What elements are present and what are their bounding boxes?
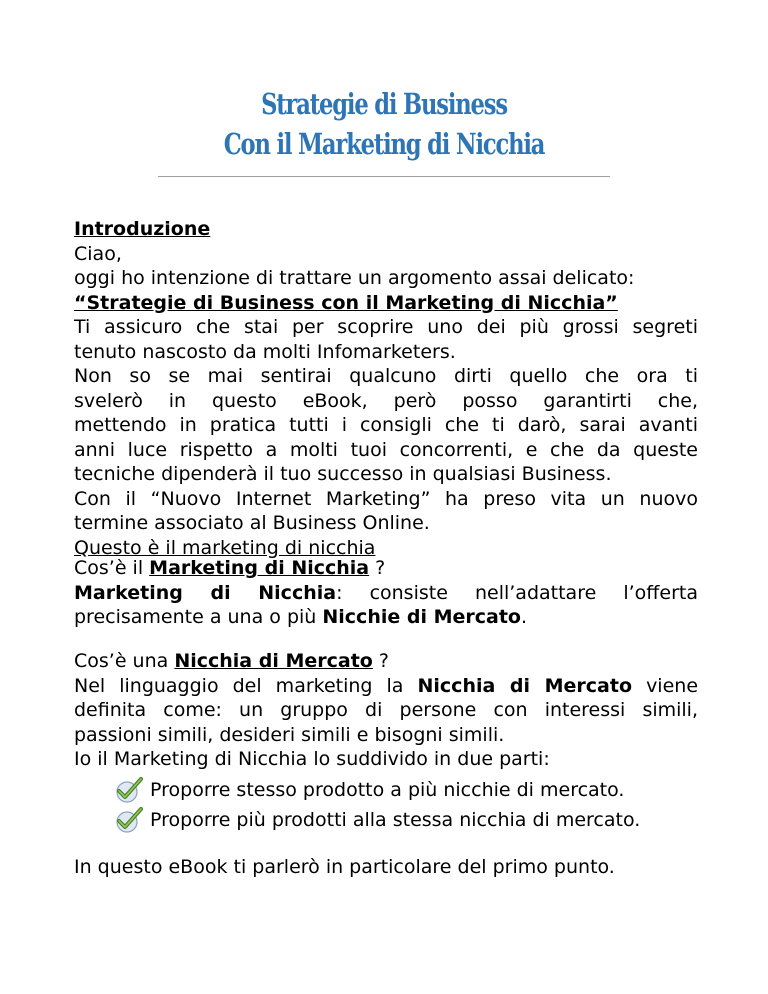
quoted-title: “Strategie di Business con il Marketing di Nicchia” bbox=[74, 291, 618, 314]
section-nicchia-di-mercato bbox=[74, 649, 698, 772]
question-term: Nicchia di Mercato bbox=[174, 650, 373, 672]
checkmark-icon bbox=[108, 776, 146, 804]
greeting: Ciao, bbox=[74, 242, 122, 265]
intro-heading: Introduzione bbox=[74, 218, 211, 240]
definition-line bbox=[74, 581, 698, 606]
definition-term: Nicchie di Mercato bbox=[322, 606, 521, 628]
paragraph-line: svelerò in questo eBook, però posso garantirti che, bbox=[74, 389, 698, 412]
paragraph-line: Con il “Nuovo Internet Marketing” ha preso vita un nuovo bbox=[74, 487, 698, 510]
list-item bbox=[108, 805, 640, 835]
paragraph-line: tecniche dipenderà il tuo successo in qualsiasi Business. bbox=[74, 463, 612, 485]
question-suffix: ? bbox=[369, 557, 386, 579]
bold-term: Nicchia di Mercato bbox=[417, 674, 633, 697]
paragraph-line: Non so se mai sentirai qualcuno dirti quello che ora ti bbox=[74, 365, 698, 387]
paragraph-line bbox=[74, 674, 698, 699]
definition-text: : consiste nell’adattare l’offerta bbox=[336, 581, 698, 604]
title-divider bbox=[158, 176, 610, 177]
text-part: viene bbox=[632, 674, 699, 697]
paragraph-line: Io il Marketing di Nicchia lo suddivido in due parti: bbox=[74, 748, 550, 770]
intro-section bbox=[74, 217, 698, 560]
definition-line bbox=[74, 605, 698, 630]
list-item bbox=[108, 775, 640, 805]
question-suffix: ? bbox=[372, 650, 389, 672]
intro-line: oggi ho intenzione di trattare un argomento assai delicato: bbox=[74, 267, 635, 289]
paragraph-line: passioni simili, desideri simili e bisogni simili. bbox=[74, 723, 505, 746]
definition-end: . bbox=[520, 606, 528, 628]
checkmark-icon bbox=[108, 806, 146, 834]
title-line-1: Strategie di Business bbox=[261, 87, 507, 121]
title-line-2: Con il Marketing di Nicchia bbox=[223, 127, 545, 161]
bullet-list bbox=[108, 775, 640, 835]
closing-section bbox=[74, 855, 698, 880]
section-marketing-di-nicchia bbox=[74, 556, 698, 630]
section-question bbox=[74, 556, 698, 581]
section-question bbox=[74, 649, 698, 674]
definition-term: Marketing di Nicchia bbox=[74, 581, 337, 604]
paragraph-line: tenuto nascosto da molti Infomarketers. bbox=[74, 340, 456, 363]
paragraph-line: anni luce rispetto a molti tuoi concorrenti, e che da queste bbox=[74, 438, 698, 461]
question-term: Marketing di Nicchia bbox=[149, 557, 370, 579]
paragraph-line: Ti assicuro che stai per scoprire uno dei più grossi segreti bbox=[74, 316, 698, 338]
text-part: Nel linguaggio del marketing la bbox=[74, 674, 418, 697]
bullet-text: Proporre più prodotti alla stessa nicchia di mercato. bbox=[150, 809, 641, 831]
paragraph-line: termine associato al Business Online. bbox=[74, 512, 430, 534]
paragraph-line: mettendo in pratica tutti i consigli che ti darò, sarai avanti bbox=[74, 414, 698, 436]
definition-text: precisamente a una o più bbox=[74, 606, 323, 628]
question-prefix: Cos’è una bbox=[74, 650, 175, 672]
closing-line: In questo eBook ti parlerò in particolare del primo punto. bbox=[74, 856, 615, 878]
underlined-statement: Questo è il marketing di nicchia bbox=[74, 536, 376, 559]
bullet-text: Proporre stesso prodotto a più nicchie di mercato. bbox=[150, 779, 625, 801]
paragraph-line: definita come: un gruppo di persone con interessi simili, bbox=[74, 699, 698, 721]
question-prefix: Cos’è il bbox=[74, 557, 150, 579]
